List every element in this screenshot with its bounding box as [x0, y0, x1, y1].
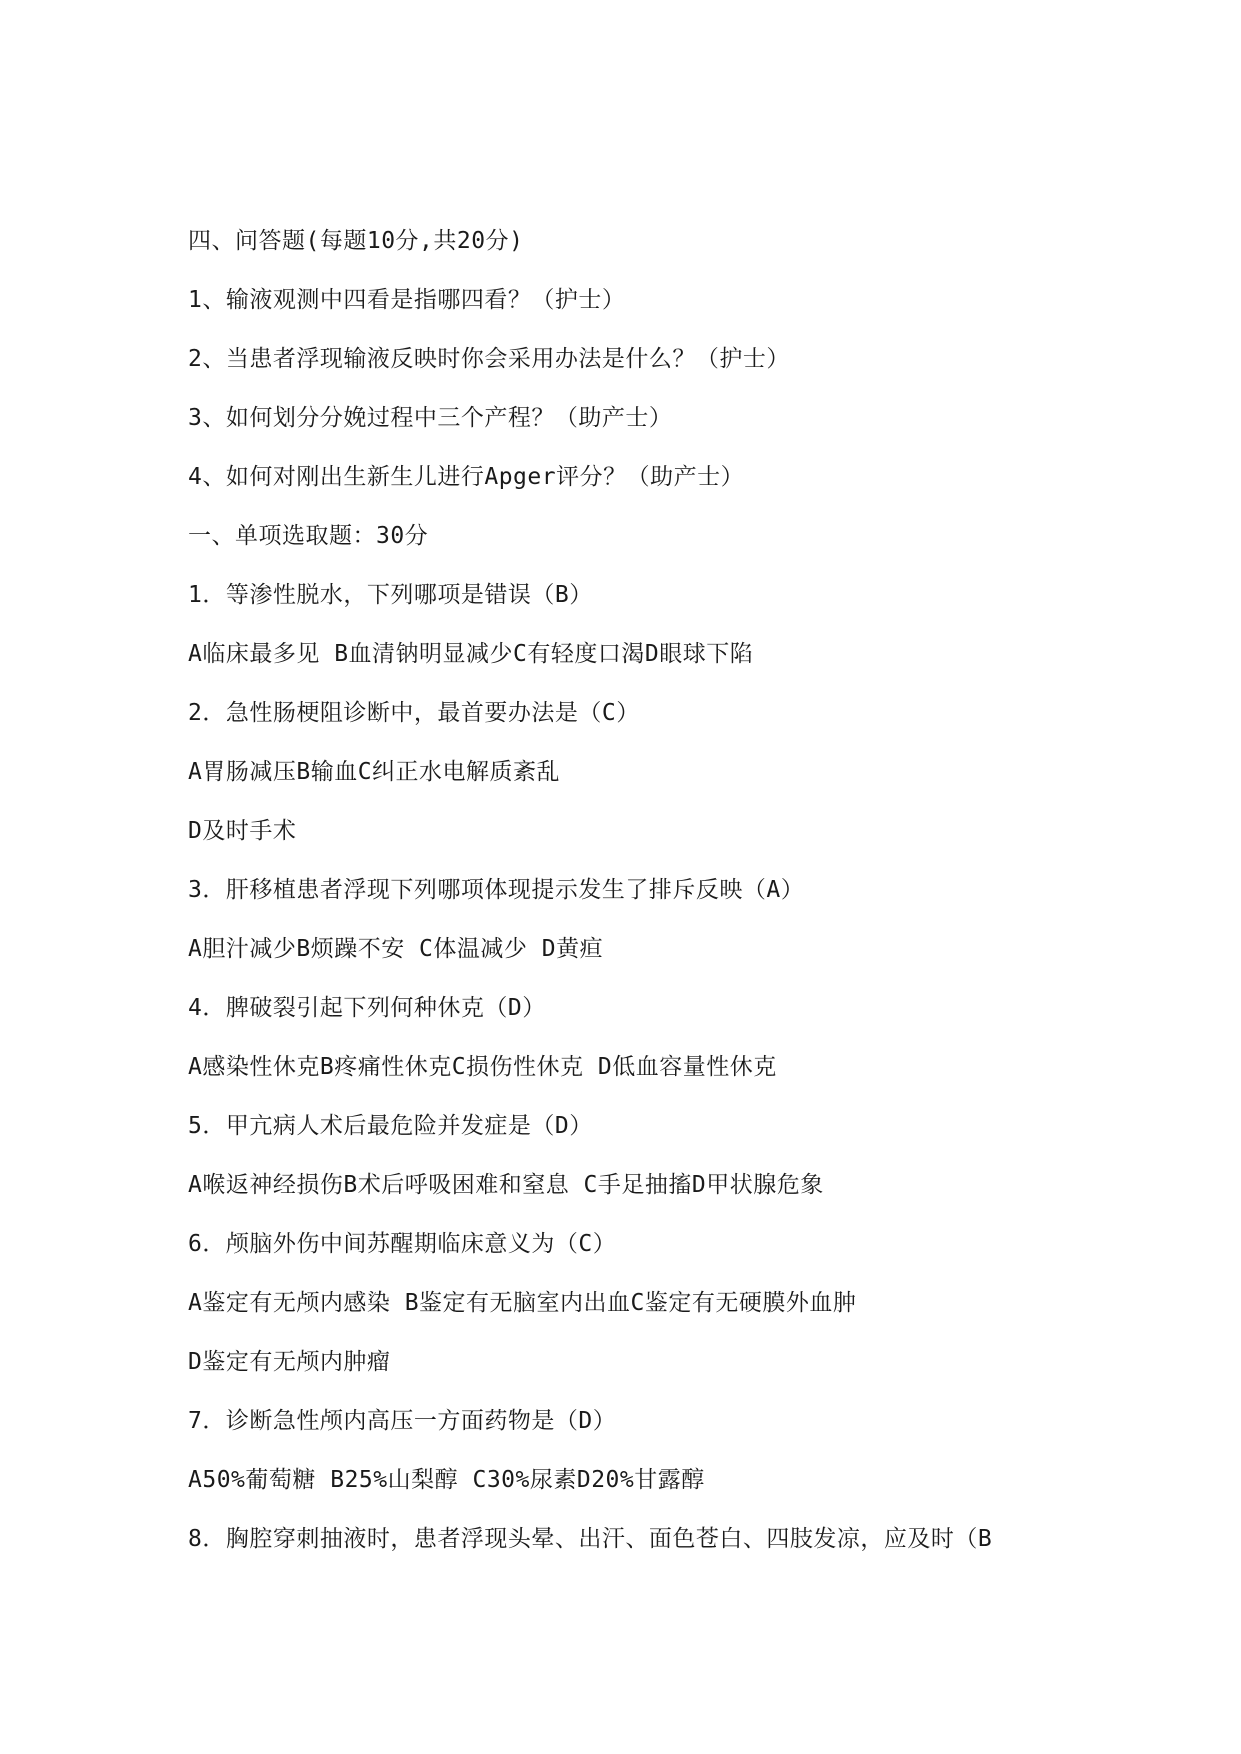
choice-question-5: 5．甲亢病人术后最危险并发症是（D）	[188, 1113, 593, 1139]
choice-options-7: A50%葡萄糖 B25%山梨醇 C30%尿素D20%甘露醇	[188, 1467, 705, 1493]
choice-question-3: 3．肝移植患者浮现下列哪项体现提示发生了排斥反映（A）	[188, 877, 805, 903]
essay-question-3: 3、如何划分分娩过程中三个产程？（助产士）	[188, 405, 673, 431]
choice-question-8: 8．胸腔穿刺抽液时，患者浮现头晕、出汗、面色苍白、四肢发凉，应及时（B	[188, 1526, 993, 1552]
essay-question-2: 2、当患者浮现输液反映时你会采用办法是什么？（护士）	[188, 346, 790, 372]
choice-options-4: A感染性休克B疼痛性休克C损伤性休克 D低血容量性休克	[188, 1054, 777, 1080]
section-heading-single-choice: 一、单项选取题：30分	[188, 523, 429, 549]
choice-options-1: A临床最多见 B血清钠明显减少C有轻度口渴D眼球下陷	[188, 641, 754, 667]
essay-question-1: 1、输液观测中四看是指哪四看？（护士）	[188, 287, 626, 313]
choice-question-4: 4．脾破裂引起下列何种休克（D）	[188, 995, 546, 1021]
choice-question-2: 2．急性肠梗阻诊断中，最首要办法是（C）	[188, 700, 640, 726]
section-heading-essay: 四、问答题(每题10分,共20分)	[188, 228, 524, 254]
choice-options-2-cont: D及时手术	[188, 818, 297, 844]
choice-options-5: A喉返神经损伤B术后呼吸困难和窒息 C手足抽搐D甲状腺危象	[188, 1172, 824, 1198]
choice-options-3: A胆汁减少B烦躁不安 C体温减少 D黄疸	[188, 936, 604, 962]
choice-options-2: A胃肠减压B输血C纠正水电解质紊乱	[188, 759, 561, 785]
choice-question-6: 6．颅脑外伤中间苏醒期临床意义为（C）	[188, 1231, 617, 1257]
choice-question-7: 7．诊断急性颅内高压一方面药物是（D）	[188, 1408, 617, 1434]
choice-options-6-cont: D鉴定有无颅内肿瘤	[188, 1349, 391, 1375]
choice-options-6: A鉴定有无颅内感染 B鉴定有无脑室内出血C鉴定有无硬膜外血肿	[188, 1290, 857, 1316]
essay-question-4: 4、如何对刚出生新生儿进行Apger评分？（助产士）	[188, 464, 745, 490]
choice-question-1: 1．等渗性脱水，下列哪项是错误（B）	[188, 582, 593, 608]
